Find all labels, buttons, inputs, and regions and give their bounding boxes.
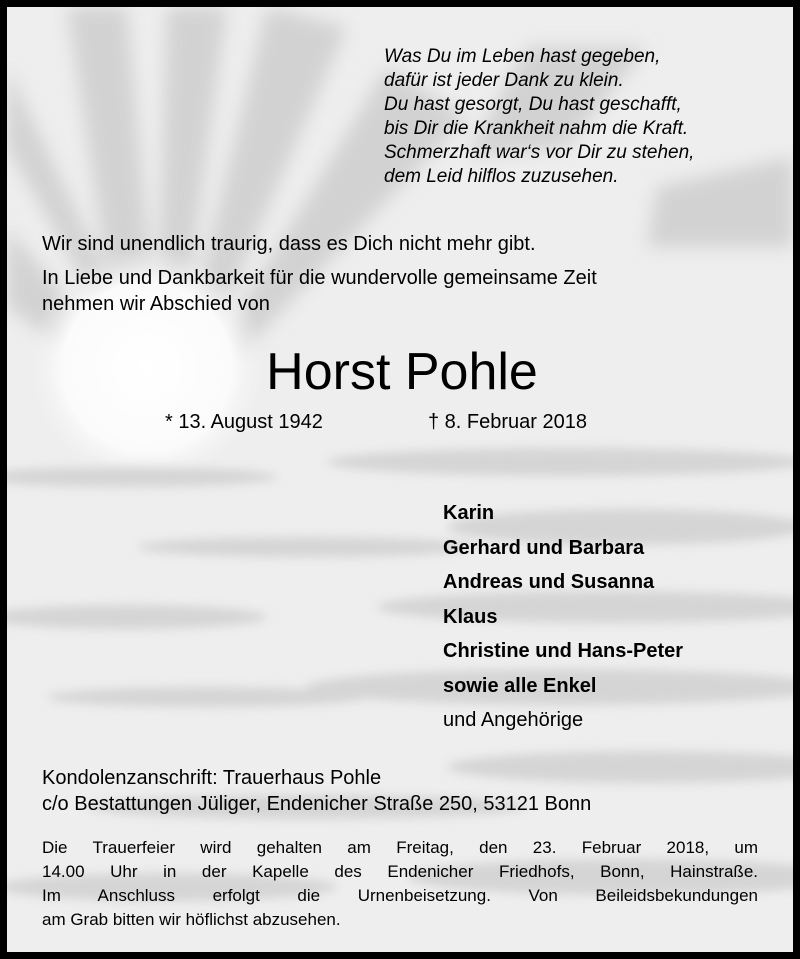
family-member: Klaus	[443, 605, 498, 628]
death-date: † 8. Februar 2018	[428, 411, 587, 433]
address-line: Kondolenzanschrift: Trauerhaus Pohle	[42, 767, 382, 789]
poem	[384, 45, 694, 189]
ceremony-info	[42, 836, 758, 932]
poem-line: dafür ist jeder Dank zu klein.	[384, 70, 624, 91]
ceremony-line: 14.00 Uhr in der Kapelle des Endenicher Friedhofs, Bonn, Hainstraße.	[42, 862, 758, 881]
condolence-address	[42, 765, 591, 817]
family-list	[443, 496, 683, 738]
poem-line: dem Leid hilflos zuzusehen.	[384, 166, 619, 187]
intro-line: In Liebe und Dankbarkeit für die wundervolle gemeinsame Zeit	[42, 267, 597, 289]
ceremony-line: Im Anschluss erfolgt die Urnenbeisetzung. Von Beileidsbekundungen	[42, 886, 758, 905]
poem-line: Du hast gesorgt, Du hast geschafft,	[384, 94, 682, 115]
family-member: Christine und Hans-Peter	[443, 640, 684, 662]
relatives-line: und Angehörige	[443, 709, 584, 731]
address-line: c/o Bestattungen Jüliger, Endenicher Straße 250, 53121 Bonn	[42, 793, 592, 815]
intro-text	[42, 231, 597, 317]
family-member: Andreas und Susanna	[443, 571, 655, 593]
ceremony-line: am Grab bitten wir höflichst abzusehen.	[42, 910, 341, 929]
poem-line: Schmerzhaft war‘s vor Dir zu stehen,	[384, 142, 695, 163]
family-member: sowie alle Enkel	[443, 674, 597, 697]
ceremony-line: Die Trauerfeier wird gehalten am Freitag, den 23. Februar 2018, um	[42, 838, 758, 857]
intro-line: Wir sind unendlich traurig, dass es Dich nicht mehr gibt.	[42, 233, 536, 255]
family-member: Karin	[443, 502, 495, 524]
deceased-name: Horst Pohle	[266, 343, 538, 401]
poem-line: bis Dir die Krankheit nahm die Kraft.	[384, 118, 689, 139]
intro-line: nehmen wir Abschied von	[42, 293, 270, 315]
family-member: Gerhard und Barbara	[443, 536, 645, 559]
birth-date: * 13. August 1942	[165, 411, 323, 433]
poem-line: Was Du im Leben hast gegeben,	[384, 46, 661, 67]
